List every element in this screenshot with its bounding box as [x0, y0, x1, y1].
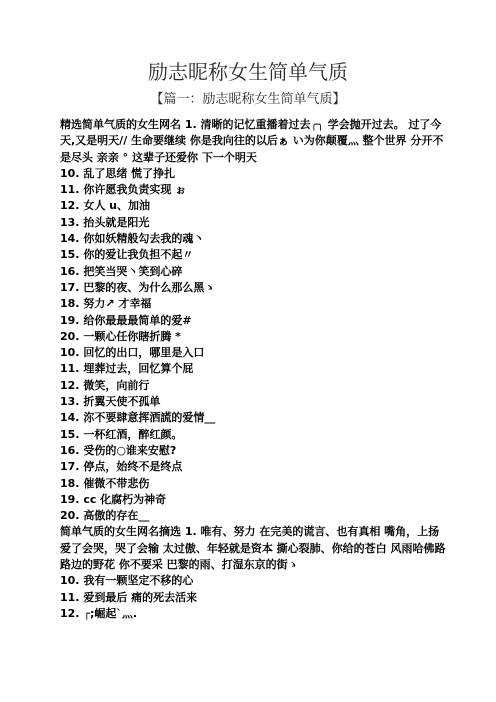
list-item: 20. 一颗心任你瞎折腾 *: [60, 329, 181, 343]
intro-paragraph-1: 精选简单气质的女生网名 1. 清晰的记忆重播着过去╭╮ 学会抛开过去。 过了今天,又是明天// 生命要继续 你是我向往的以后ぁ い为你颠覆灬 整个世界 分开不是尽头 亲亲 ° 这辈子还爱你 下一个明天: [60, 118, 444, 164]
list-item: 11. 爱到最后 痛的死去活来: [60, 590, 198, 604]
page-title: 励志昵称女生简单气质: [148, 60, 348, 84]
list-item: 12. 微笑，向前行: [60, 378, 150, 392]
name-list-2: [60, 573, 446, 622]
list-item: 11. 埋葬过去，回忆算个屁: [60, 362, 194, 376]
section-heading: 【篇一：励志昵称女生简单气质】: [150, 92, 346, 107]
list-item: 20. 高傲的存在__: [60, 509, 150, 523]
list-item: 14. 你如妖精般勾去我的魂丶: [60, 232, 205, 246]
list-item: 16. 把笑当哭丶笑到心碎: [60, 264, 183, 278]
list-item: 17. 停点，始终不是终点: [60, 460, 183, 474]
list-item: 16. 受伤的○谁来安慰?: [60, 443, 177, 457]
list-item: 17. 巴黎的夜、为什么那么黑ゝ: [60, 280, 216, 294]
list-item: 10. 我有一颗坚定不移的心: [60, 574, 194, 588]
list-item: 13. 折翼天使不孤单: [60, 395, 161, 409]
list-item: 10. 乱了思绪 慌了挣扎: [60, 166, 176, 180]
name-list-1: [60, 166, 446, 525]
list-item: 13. 抬头就是阳光: [60, 215, 150, 229]
list-item: 12. 女人 u、加油: [60, 199, 150, 213]
list-item: 15. 你的爱让我负担不起〃: [60, 248, 194, 262]
list-item: 18. 催微不带悲伤: [60, 476, 150, 490]
intro-paragraph-2: 简单气质的女生网名摘选 1. 唯有、努力 在完美的谎言、也有真相 嘴角，上扬 爱了会哭，哭了会输 太过傲、年轻就是资本 撕心裂肺、你给的苍白 风雨哈佛路 路边的野花 你不要采 巴黎的雨、打湿东京的街ゝ: [60, 525, 446, 572]
list-item: 11. 你许愿我负责实现 ぉ: [60, 183, 187, 197]
document-body: [60, 117, 446, 622]
list-item: 14. 沵不要肆意挥洒謊的爱情__: [60, 411, 216, 425]
list-item: 15. 一杯红酒，醉红颜。: [60, 427, 183, 441]
list-item: 19. 给你最最最简单的爱#: [60, 313, 192, 327]
list-item: 12. ┌;崛起ˋ灬.: [60, 606, 138, 620]
list-item: 19. cc 化腐朽为神奇: [60, 492, 167, 506]
list-item: 18. 努力↗ 才幸福: [60, 297, 152, 311]
list-item: 10. 回忆的出口，哪里是入口: [60, 346, 205, 360]
